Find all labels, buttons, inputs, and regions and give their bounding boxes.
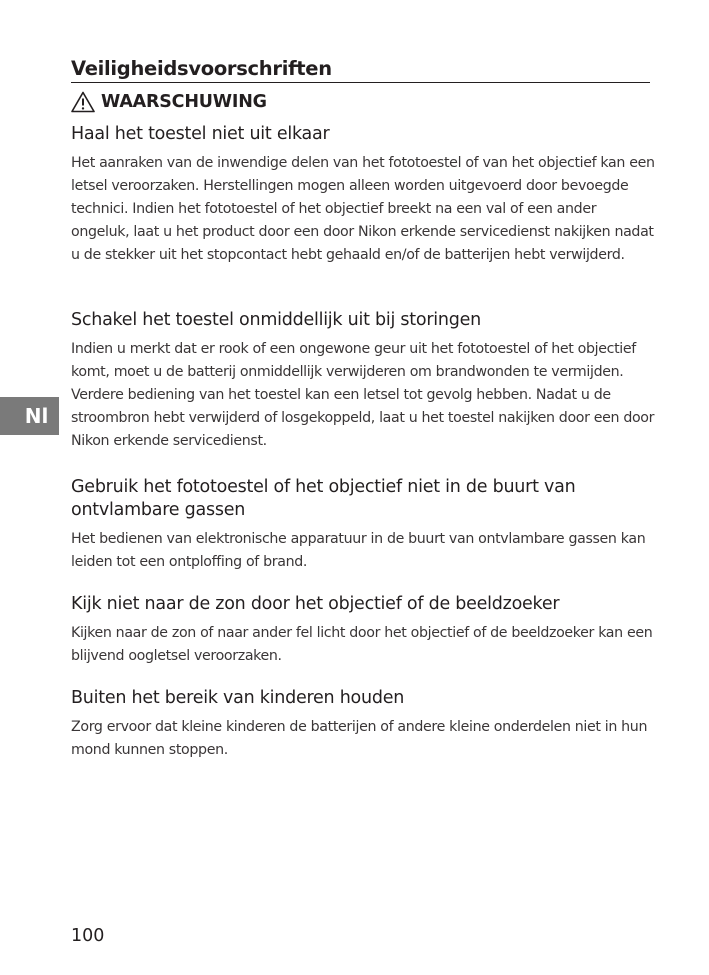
warning-triangle-icon — [71, 91, 95, 113]
page-number: 100 — [71, 926, 105, 946]
language-tab: Nl — [0, 397, 59, 435]
section-children — [71, 687, 656, 762]
section-heading: Buiten het bereik van kinderen houden — [71, 688, 405, 708]
section-body: Zorg ervoor dat kleine kinderen de batterijen of andere kleine onderdelen niet in hun mond kunnen stoppen. — [71, 719, 648, 758]
section-flammable-gas — [71, 476, 646, 574]
section-body: Indien u merkt dat er rook of een ongewone geur uit het fototoestel of het objectief komt, moet u de batterij onmiddellijk verwijderen om brandwonden te vermijden. Verdere bediening van het toestel kan een letsel tot gevolg hebben. Nadat u de stroombron hebt verwijderd of losgekoppeld, laat u het toestel nakijken door een door Nikon erkende servicedienst. — [71, 341, 655, 449]
section-malfunction — [71, 309, 656, 453]
section-heading: Schakel het toestel onmiddellijk uit bij storingen — [71, 310, 481, 330]
section-heading: Kijk niet naar de zon door het objectief of de beeldzoeker — [71, 594, 560, 614]
warning-header — [71, 90, 267, 114]
section-heading: Gebruik het fototoestel of het objectief niet in de buurt van ontvlambare gassen — [71, 477, 576, 520]
section-body: Het aanraken van de inwendige delen van het fototoestel of van het objectief kan een letsel veroorzaken. Herstellingen mogen alleen worden uitgevoerd door bevoegde technici. Indien het fototoestel of het objectief breekt na een val of een ander ongeluk, laat u het product door een door Nikon erkende servicedienst nakijken nadat u de stekker uit het stopcontact hebt gehaald en/of de batterijen hebt verwijderd. — [71, 155, 655, 263]
warning-label: WAARSCHUWING — [101, 92, 267, 112]
section-body: Het bedienen van elektronische apparatuur in de buurt van ontvlambare gassen kan leiden tot een ontploffing of brand. — [71, 531, 646, 570]
section-disassembly — [71, 123, 656, 267]
page-title: Veiligheidsvoorschriften — [71, 56, 650, 83]
section-sun — [71, 593, 656, 668]
section-body: Kijken naar de zon of naar ander fel licht door het objectief of de beeldzoeker kan een blijvend oogletsel veroorzaken. — [71, 625, 653, 664]
section-heading: Haal het toestel niet uit elkaar — [71, 124, 330, 144]
